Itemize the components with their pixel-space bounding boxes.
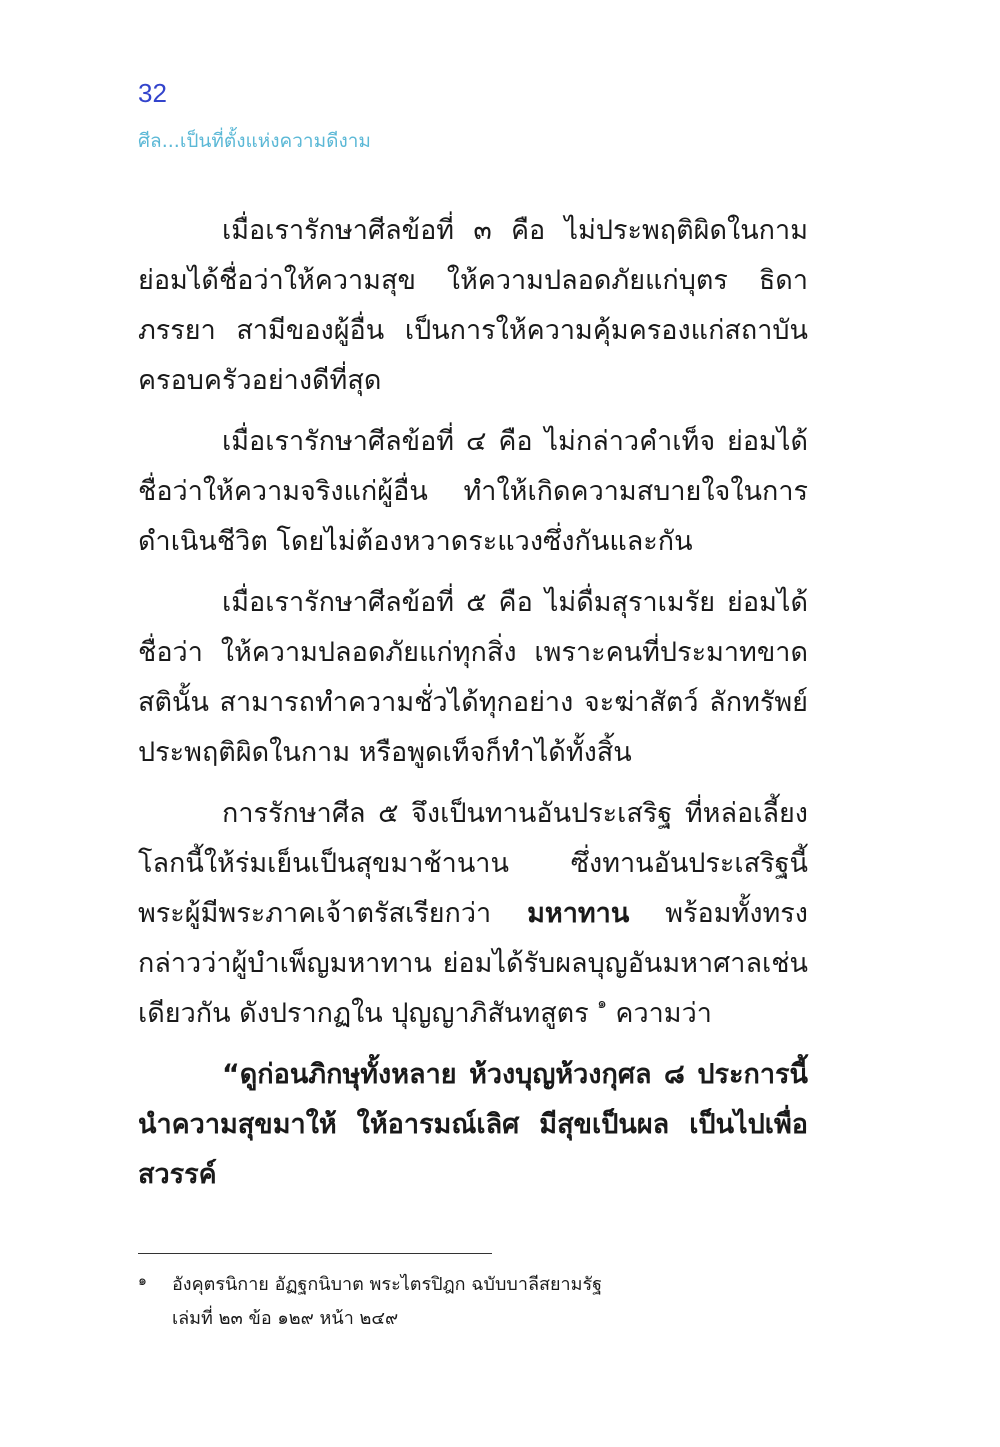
paragraph-precept-5: เมื่อเรารักษาศีลข้อที่ ๕ คือ ไม่ดื่มสุราเมรัย ย่อมได้ชื่อว่า ให้ความปลอดภัยแก่ทุกสิ่ง เพราะคนที่ประมาทขาดสตินั้น สามารถทำความชั่วได้ทุกอย่าง จะฆ่าสัตว์ ลักทรัพย์ ประพฤติผิดในกาม หรือพูดเท็จก็ทำได้ทั้งสิ้น <box>138 587 808 768</box>
footnote <box>138 1268 818 1336</box>
paragraph-sutta-quote: “ดูก่อนภิกษุทั้งหลาย ห้วงบุญห้วงกุศล ๘ ประการนี้ นำความสุขมาให้ ให้อารมณ์เลิศ มีสุขเป็นผล เป็นไปเพื่อสวรรค์ <box>138 1059 808 1190</box>
maha-than-emphasis: มหาทาน <box>527 898 630 929</box>
body-text <box>138 206 808 1211</box>
running-title: ศีล...เป็นที่ตั้งแห่งความดีงาม <box>138 130 371 152</box>
page-number: 32 <box>138 78 167 108</box>
footnote-line-1: อังคุตรนิกาย อัฏฐกนิบาต พระไตรปิฎก ฉบับบาลีสยามรัฐ <box>172 1274 603 1295</box>
footnote-reference: ๑ <box>597 994 607 1012</box>
paragraph-precept-4: เมื่อเรารักษาศีลข้อที่ ๔ คือ ไม่กล่าวคำเท็จ ย่อมได้ชื่อว่าให้ความจริงแก่ผู้อื่น ทำให้เกิดความสบายใจในการดำเนินชีวิต โดยไม่ต้องหวาดระแวงซึ่งกันและกัน <box>138 426 808 557</box>
paragraph-text-part-a: การรักษาศีล ๕ จึงเป็นทานอันประเสริฐ ที่หล่อเลี้ยงโลกนี้ให้ร่มเย็นเป็นสุขมาช้านาน ซึ่งทานอันประเสริฐนี้ พระผู้มีพระภาคเจ้าตรัสเรียกว่า <box>138 798 808 929</box>
footnote-line-2: เล่มที่ ๒๓ ข้อ ๑๒๙ หน้า ๒๔๙ <box>172 1308 399 1329</box>
footnote-divider <box>138 1253 492 1254</box>
paragraph-text-part-b: พร้อมทั้งทรงกล่าวว่าผู้บำเพ็ญมหาทาน ย่อมได้รับผลบุญอันมหาศาลเช่นเดียวกัน ดังปรากฏใน ปุญญาภิสันทสูตร <box>138 898 808 1029</box>
paragraph-text-part-c: ความว่า <box>606 998 712 1029</box>
paragraph-great-giving <box>138 789 808 1039</box>
footnote-number: ๑ <box>138 1273 147 1289</box>
paragraph-precept-3: เมื่อเรารักษาศีลข้อที่ ๓ คือ ไม่ประพฤติผิดในกาม ย่อมได้ชื่อว่าให้ความสุข ให้ความปลอดภัยแก่บุตร ธิดา ภรรยา สามีของผู้อื่น เป็นการให้ความคุ้มครองแก่สถาบันครอบครัวอย่างดีที่สุด <box>138 215 808 396</box>
